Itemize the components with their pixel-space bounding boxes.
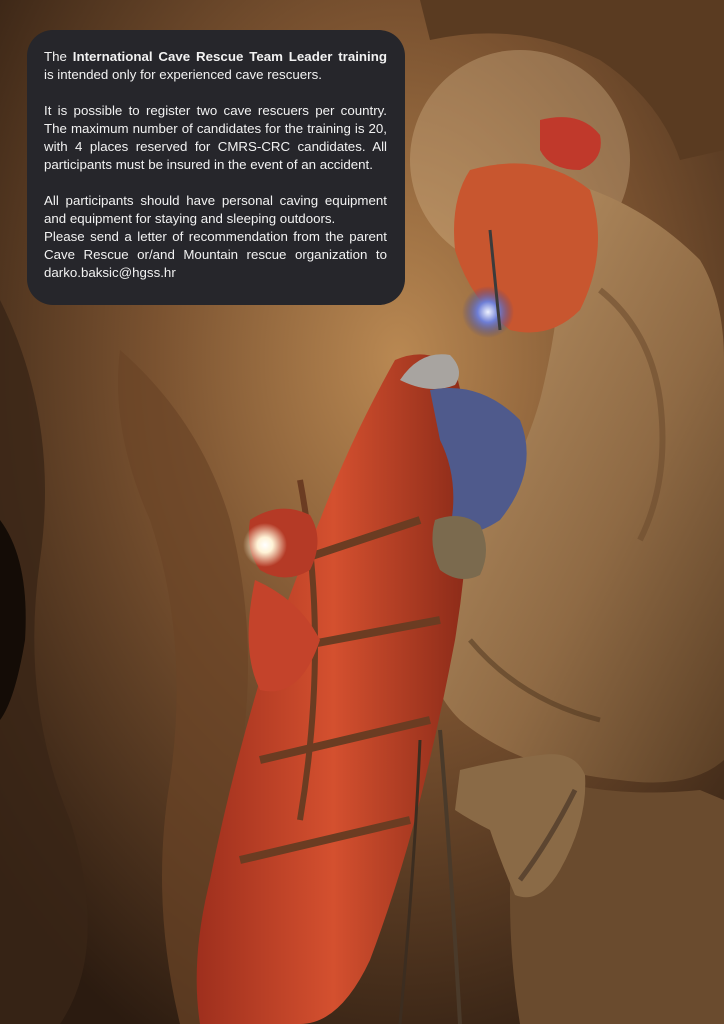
intro-paragraph [44, 48, 387, 84]
intro-prefix: The [44, 49, 73, 64]
training-notice-box [27, 30, 405, 305]
recommendation-paragraph: Please send a letter of recommendation from the parent Cave Rescue or/and Mountain rescue organization to darko.baksic@hgss.hr [44, 229, 387, 280]
registration-paragraph: It is possible to register two cave rescuers per country. The maximum number of candidates for the training is 20, with 4 places reserved for CMRS-CRC candidates. All participants must be insured in the event of an accident. [44, 103, 387, 172]
training-title: International Cave Rescue Team Leader training [72, 49, 387, 64]
intro-suffix: is intended only for experienced cave rescuers. [44, 67, 322, 82]
equipment-paragraph: All participants should have personal caving equipment and equipment for staying and sleeping outdoors. [44, 193, 387, 226]
